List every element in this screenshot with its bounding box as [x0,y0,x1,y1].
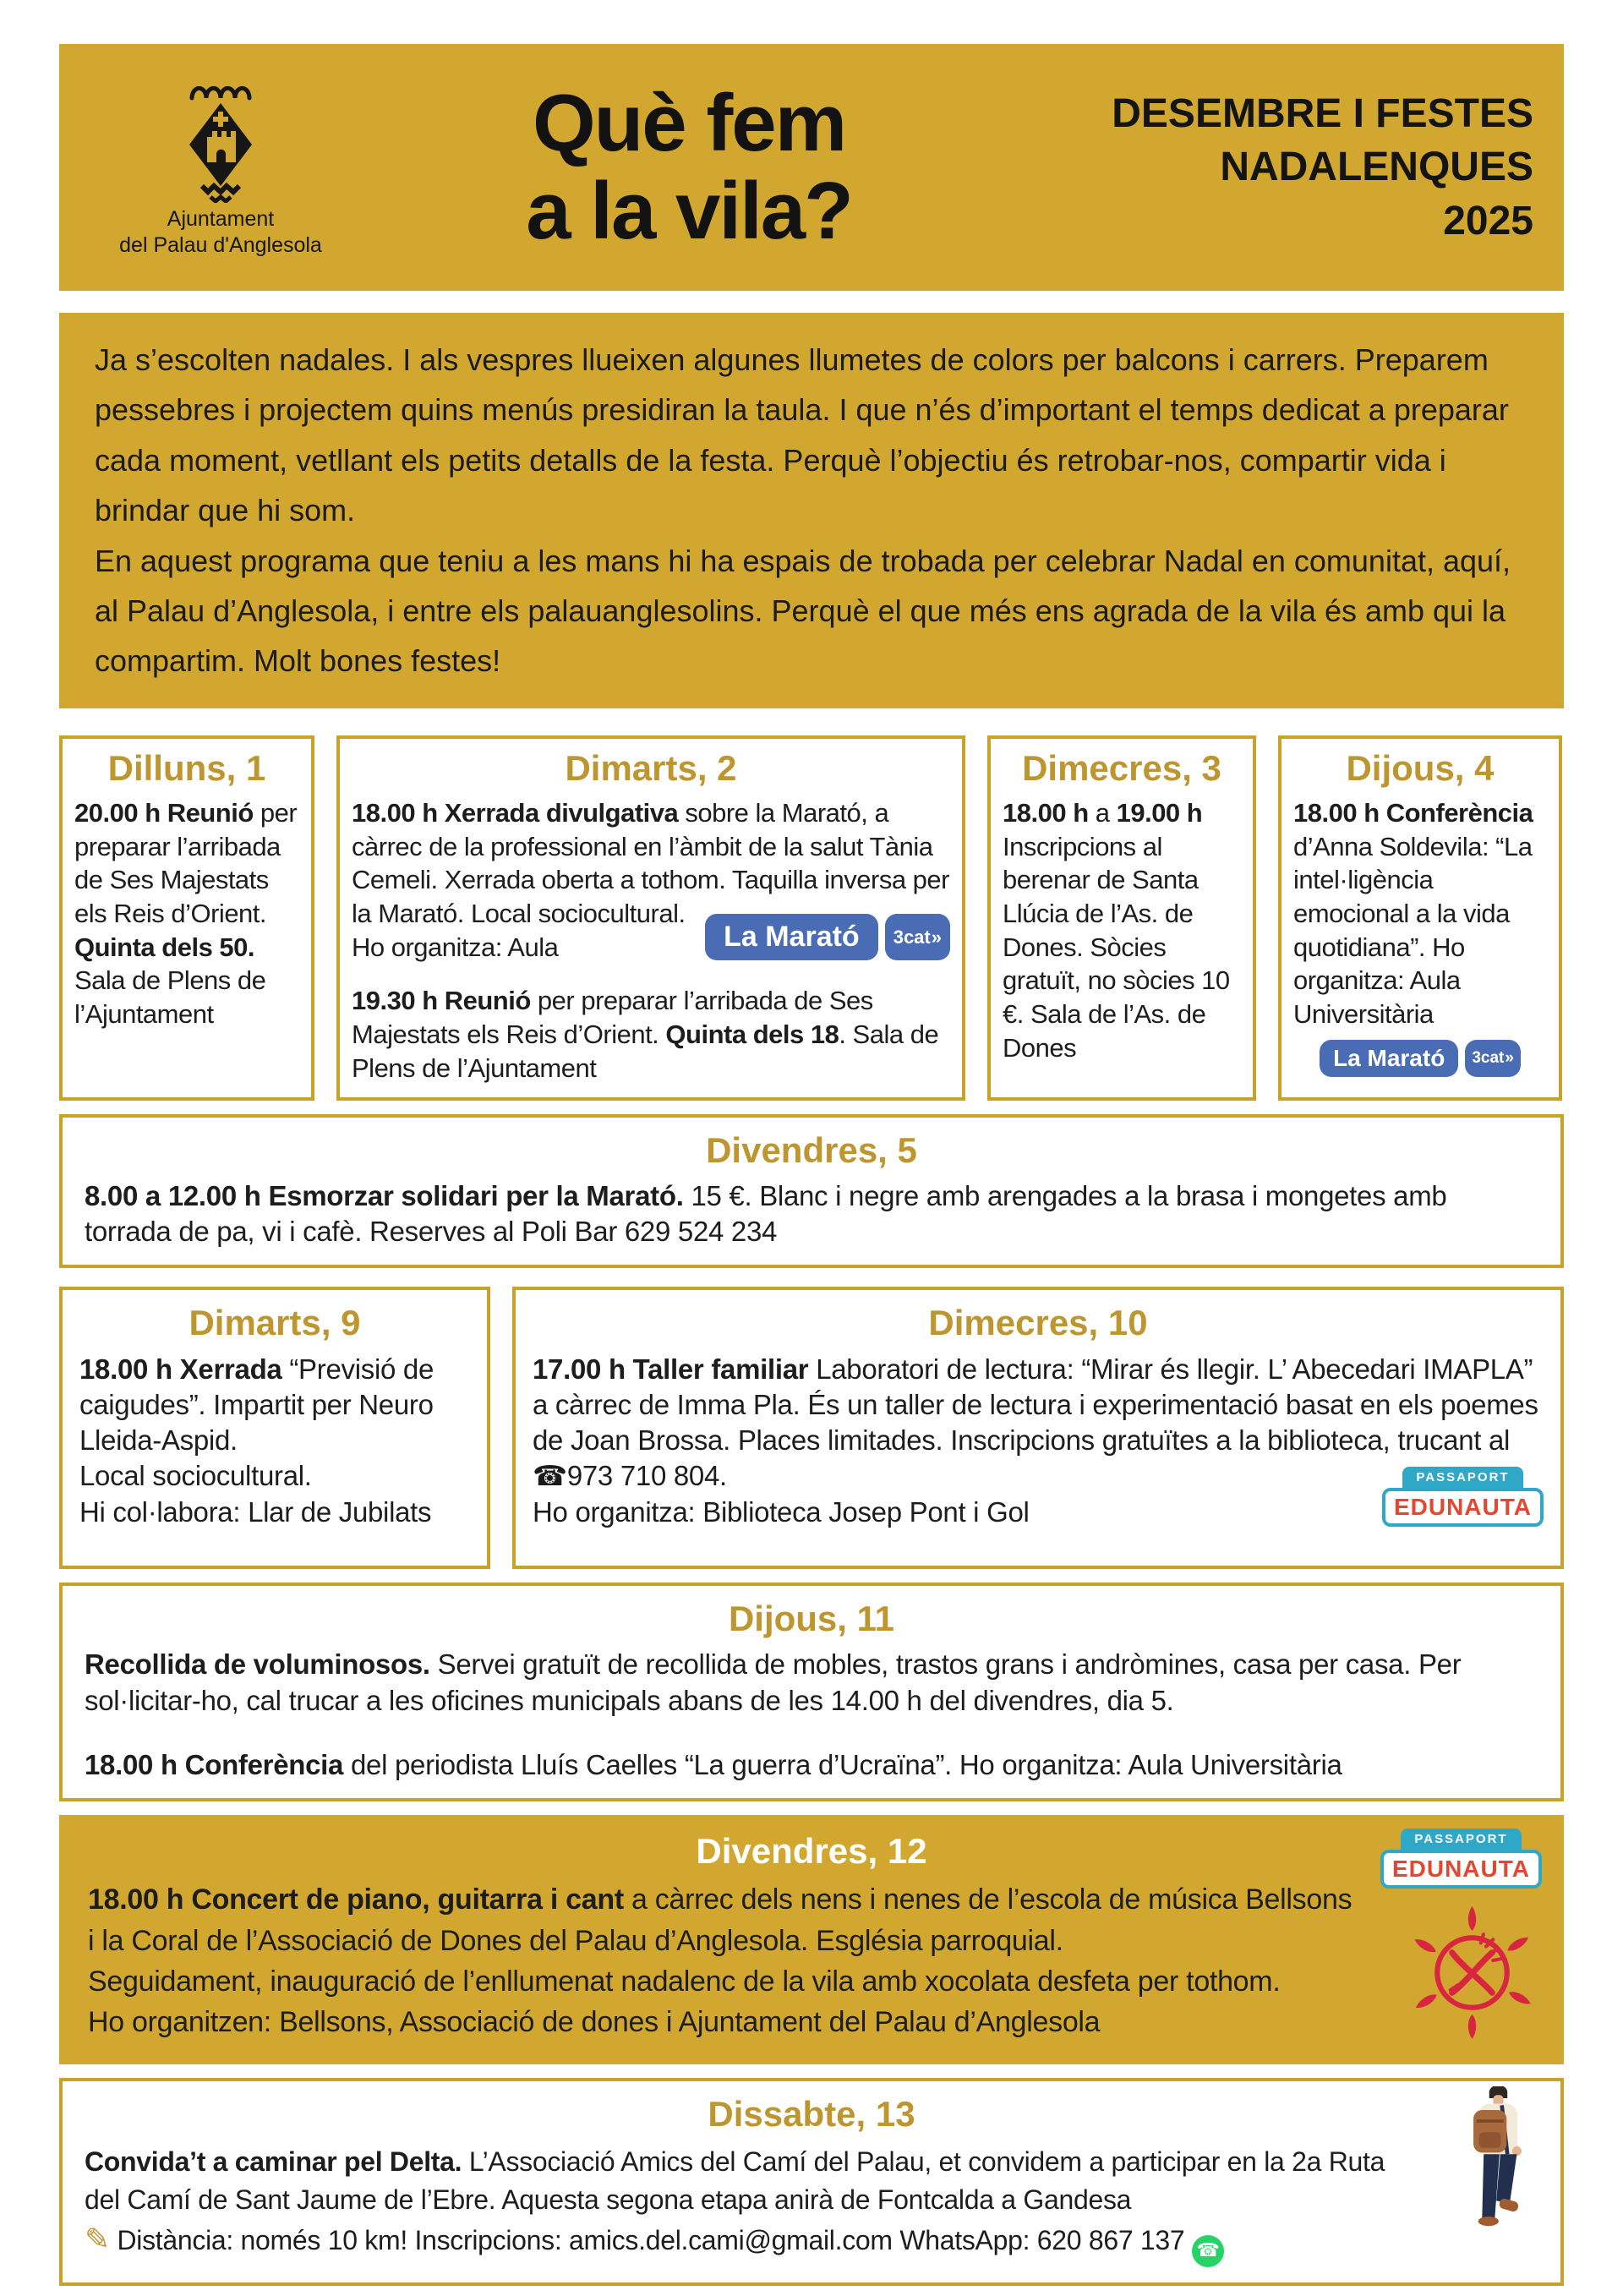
card-body-2: 18.00 h Conferència del periodista Lluís Caelles “La guerra d’Ucraïna”. Ho organitza: Aula Universitària [85,1748,1342,1780]
card-body-block-1 [352,796,950,964]
poster-title-line2: a la vila? [526,166,852,256]
edunauta-badge [1382,1467,1544,1527]
intro-text-1: Ja s’escolten nadales. I als vespres llueixen algunes llumetes de colors per balcons i carrers. Preparem pessebres i projectem quins menús presidiran la taula. I que n’és d’important el temps dedicat a preparar cada moment, vetllant els petits detalls de la festa. Perquè l’objectiu és retrobar-nos, compartir vida i brindar que hi som. [95,342,1509,528]
la-marato-badge [1320,1040,1521,1077]
card-title: Dimecres, 3 [1022,747,1221,788]
card-body: 8.00 a 12.00 h Esmorzar solidari per la Marató. 15 €. Blanc i negre amb arengades a la brasa i mongetes amb torrada de pa, vi i cafè. Reserves al Poli Bar 629 524 234 [85,1179,1447,1248]
events-row-2 [59,1287,1564,1569]
la-marato-label: La Marató [1320,1040,1458,1077]
logo-caption-line1: Ajuntament [167,206,275,231]
edunauta-badge [1380,1829,1542,1889]
event-card-dimarts-2 [336,735,965,1101]
card-title: Dilluns, 1 [107,747,266,788]
card-title: Divendres, 12 [696,1831,927,1872]
event-card-dilluns-1 [59,735,314,1101]
event-card-dissabte-13 [59,2078,1564,2285]
card-body: 18.00 h Conferència d’Anna Soldevila: “La intel·ligència emocional a la vida quotidiana”. Ho organitza: Aula Universitària [1293,798,1533,1030]
la-marato-label: La Marató [705,914,878,960]
edition-subtitle-line1: DESEMBRE I FESTES [1112,90,1533,136]
logo-caption-line2: del Palau d'Anglesola [119,233,322,257]
card-body: 18.00 h Concert de piano, guitarra i cant a càrrec dels nens i nenes de l’escola de música Bellsons i la Coral de l’Associació de Dones del Palau d’Anglesola. Església parroquial. Seguidament, inauguració de l’enllumenat nadalenc de la vila amb xocolata desfeta per tothom. Ho organitzen: Bellsons, Associació de dones i Ajuntament del Palau d’Anglesola [88,1883,1352,2039]
poster-title-line1: Què fem [532,78,846,169]
event-card-dimecres-10 [512,1287,1564,1569]
whatsapp-icon: ☎ [1192,2235,1224,2267]
card-body: 18.00 h Xerrada divulgativa sobre la Marató, a càrrec de la professional en l’àmbit de la salut Tània Cemeli. Xerrada oberta a tothom. Taquilla inversa per la Marató. Local sociocultural. Ho organitza: Aula [352,798,949,962]
card-body: Convida’t a caminar pel Delta. L’Associació Amics del Camí del Palau, et convidem a participar en la 2a Ruta del Camí de Sant Jaume de l’Ebre. Aquesta segona etapa anirà de Fontcalda a Gandesa ✎ Distància: només 10 km! Inscripcions: amics.del.cami@gmail.com WhatsApp: 620 867 137 ☎ [79,2143,1544,2267]
logo-caption [119,206,322,260]
intro-paragraph [59,313,1564,708]
events-row-1 [59,735,1564,1101]
edition-subtitle [1026,87,1533,248]
card-body: 17.00 h Taller familiar Laboratori de lectura: “Mirar és llegir. L’ Abecedari IMAPLA” a càrrec de Imma Pla. És un taller de lectura i experimentació basat en els poemes de Joan Brossa. Places limitades. Inscripcions gratuïtes a la biblioteca, trucant al ☎973 710 804. Ho organitza: Biblioteca Josep Pont i Gol [533,1353,1538,1528]
event-card-dijous-11 [59,1583,1564,1801]
town-crest [90,76,352,260]
edunauta-label: EDUNAUTA [1382,1488,1544,1527]
card-body-2: 19.30 h Reunió per preparar l’arribada de Ses Majestats els Reis d’Orient. Quinta dels 18. Sala de Plens de l’Ajuntament [352,986,939,1083]
badge-row [1293,1040,1547,1077]
card-title: Dimarts, 2 [565,747,737,788]
crest-icon [180,76,261,203]
sun-wheat-emblem-icon [1402,1903,1542,2042]
play-arrow-icon: » [931,926,942,948]
edition-subtitle-line2: NADALENQUES [1220,145,1533,190]
tres-cat-logo [885,914,950,960]
card-body-block [533,1352,1544,1530]
card-body-1: Recollida de voluminosos. Servei gratuït de recollida de mobles, trastos grans i andròmines, casa per casa. Per sol·licitar-ho, cal trucar a les oficines municipals abans de les 14.00 h del divendres, dia 5. [85,1648,1462,1716]
intro-text-2: En aquest programa que teniu a les mans hi ha espais de trobada per celebrar Nadal en comunitat, aquí, al Palau d’Anglesola, i entre els palauanglesolins. Perquè el que més ens agrada de la vila és amb qui la compartim. Molt bones festes! [95,543,1511,679]
play-arrow-icon: » [1505,1048,1514,1067]
card-title: Dimarts, 9 [189,1303,361,1343]
edunauta-label: EDUNAUTA [1380,1850,1542,1889]
hiker-illustration [1452,2086,1544,2228]
tag-icon: ✎ [85,2222,110,2257]
card-title: Dijous, 4 [1346,747,1495,788]
event-card-dijous-4 [1278,735,1562,1101]
card-title: Dijous, 11 [728,1598,895,1638]
poster-title [352,79,1026,254]
card-title: Dimecres, 10 [928,1303,1148,1343]
card-body: 18.00 h a 19.00 h Inscripcions al berenar de Santa Llúcia de l’As. de Dones. Sòcies gratuït, no sòcies 10 €. Sala de l’As. de Dones [1003,798,1230,1063]
edunauta-passaport-label: PASSAPORT [1401,1829,1521,1850]
edunauta-passaport-label: PASSAPORT [1402,1467,1522,1488]
tres-cat-label: 3cat [893,926,931,948]
event-card-divendres-5 [59,1114,1564,1269]
card-body: 20.00 h Reunió per preparar l’arribada de Ses Majestats els Reis d’Orient. Quinta dels 50. Sala de Plens de l’Ajuntament [74,798,298,1030]
edition-year: 2025 [1443,198,1533,243]
phone-icon: ☎ [533,1460,567,1492]
tres-cat-label: 3cat [1472,1048,1505,1067]
card-body: 18.00 h Xerrada “Previsió de caigudes”. Impartit per Neuro Lleida-Aspid. Local sociocultural. Hi col·labora: Llar de Jubilats [79,1353,434,1528]
event-card-dimecres-3 [987,735,1256,1101]
event-card-divendres-12 [59,1815,1564,2064]
event-card-dimarts-9 [59,1287,490,1569]
tres-cat-logo [1465,1040,1521,1077]
header-banner [59,44,1564,291]
card-title: Divendres, 5 [706,1129,917,1170]
la-marato-badge [705,914,950,960]
card-title: Dissabte, 13 [708,2094,915,2135]
